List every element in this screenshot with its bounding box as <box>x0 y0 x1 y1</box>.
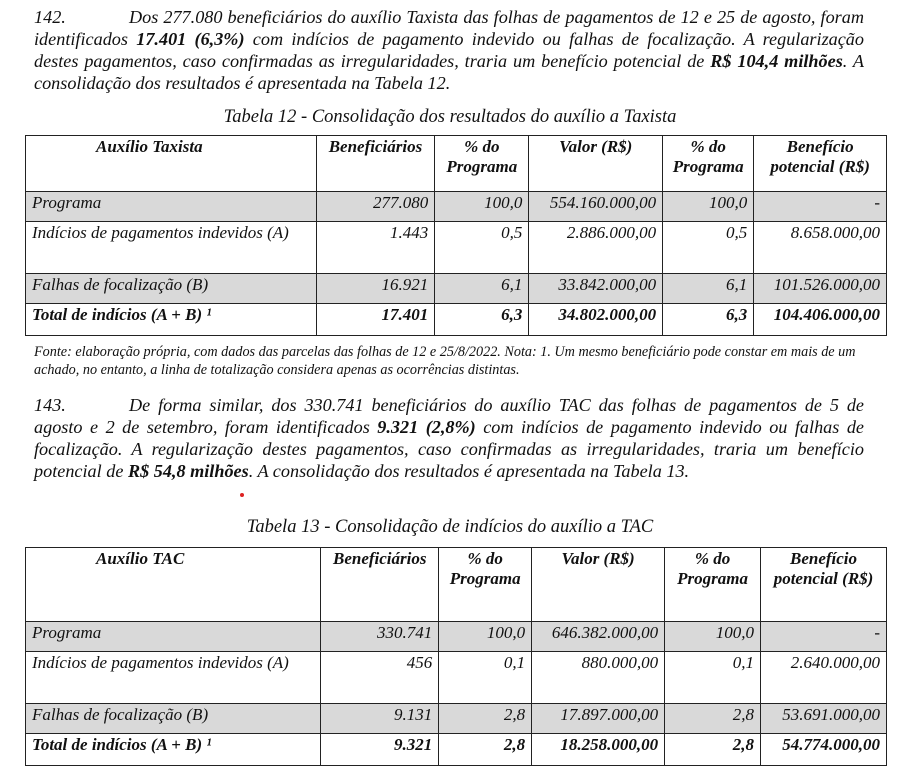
cell-valor: 554.160.000,00 <box>529 192 663 222</box>
cell-valor: 33.842.000,00 <box>529 274 663 304</box>
cell-percent: 100,0 <box>439 622 532 652</box>
row-label: Total de indícios (A + B) ¹ <box>26 734 321 766</box>
cell-percent: 100,0 <box>435 192 529 222</box>
table-13-caption: Tabela 13 - Consolidação de indícios do auxílio a TAC <box>246 517 654 537</box>
cell-beneficiarios: 9.321 <box>321 734 439 766</box>
column-header: % do Programa <box>435 136 529 192</box>
table-12-caption: Tabela 12 - Consolidação dos resultados do auxílio a Taxista <box>223 107 677 127</box>
row-label: Programa <box>26 192 317 222</box>
cell-beneficiarios: 1.443 <box>316 222 435 274</box>
row-label: Indícios de pagamentos indevidos (A) <box>26 652 321 704</box>
column-header: Valor (R$) <box>529 136 663 192</box>
paragraph-text: com indícios de pagamento indevido ou falhas de focalização. A regularização destes pagamentos, caso confirmadas as irregularidades, traria um benefício potencial de <box>34 29 864 71</box>
cell-beneficiarios: 17.401 <box>316 304 435 336</box>
column-header: Benefício potencial (R$) <box>761 548 887 622</box>
highlight-count: 9.321 (2,8%) <box>377 417 476 437</box>
paragraph-number: 142. <box>34 7 66 27</box>
cell-beneficio: 8.658.000,00 <box>754 222 887 274</box>
table-row <box>26 704 887 734</box>
table-row <box>26 222 887 274</box>
cell-percent: 100,0 <box>665 622 761 652</box>
paragraph-text: Dos 277.080 beneficiários do auxílio Taxista das folhas de pagamentos de 12 e 25 de agosto, foram identificados <box>34 7 864 49</box>
row-label: Programa <box>26 622 321 652</box>
paragraph-text: . A consolidação dos resultados é apresentada na Tabela 13. <box>248 461 690 481</box>
highlight-value: R$ 54,8 milhões <box>127 461 249 481</box>
paragraph-text: com indícios de pagamento indevido ou falhas de focalização. A regularização destes pagamentos, caso confirmadas as irregularidades, traria um benefício potencial de <box>34 417 865 481</box>
cell-beneficiarios: 277.080 <box>316 192 435 222</box>
highlight-count: 17.401 (6,3%) <box>136 29 245 49</box>
column-header: % do Programa <box>439 548 532 622</box>
row-label: Total de indícios (A + B) ¹ <box>26 304 317 336</box>
table-12-footnote: Fonte: elaboração própria, com dados das parcelas das folhas de 12 e 25/8/2022. Nota: 1. Um mesmo beneficiário pode constar em mais de um achado, no entanto, a linha de totalização considera apenas as ocorrências distintas. <box>34 344 856 378</box>
highlight-value: R$ 104,4 milhões <box>710 51 843 71</box>
table-row <box>26 192 887 222</box>
row-label: Indícios de pagamentos indevidos (A) <box>26 222 317 274</box>
paragraph-142 <box>34 6 864 94</box>
table-12 <box>25 135 887 336</box>
table-total-row <box>26 304 887 336</box>
column-header: Benefício potencial (R$) <box>754 136 887 192</box>
cell-percent: 0,5 <box>663 222 754 274</box>
red-mark-dot <box>240 493 244 497</box>
table-row <box>26 622 887 652</box>
cell-beneficiarios: 456 <box>321 652 439 704</box>
cell-percent: 2,8 <box>665 734 761 766</box>
cell-valor: 17.897.000,00 <box>532 704 665 734</box>
table-row <box>26 652 887 704</box>
table-header-row <box>26 548 887 622</box>
row-label: Falhas de focalização (B) <box>26 704 321 734</box>
column-header: Beneficiários <box>321 548 439 622</box>
cell-beneficio: - <box>754 192 887 222</box>
cell-percent: 0,1 <box>665 652 761 704</box>
table-13 <box>25 547 887 766</box>
cell-percent: 2,8 <box>439 704 532 734</box>
cell-beneficio: 104.406.000,00 <box>754 304 887 336</box>
column-header: Auxílio TAC <box>26 548 321 622</box>
cell-beneficio: - <box>761 622 887 652</box>
table-header-row <box>26 136 887 192</box>
cell-beneficiarios: 330.741 <box>321 622 439 652</box>
cell-beneficiarios: 9.131 <box>321 704 439 734</box>
cell-valor: 646.382.000,00 <box>532 622 665 652</box>
cell-valor: 18.258.000,00 <box>532 734 665 766</box>
paragraph-text: . A consolidação dos resultados é apresentada na Tabela 12. <box>34 51 865 93</box>
cell-valor: 34.802.000,00 <box>529 304 663 336</box>
column-header: % do Programa <box>663 136 754 192</box>
cell-valor: 880.000,00 <box>532 652 665 704</box>
cell-beneficiarios: 16.921 <box>316 274 435 304</box>
paragraph-143 <box>34 394 864 482</box>
cell-percent: 2,8 <box>665 704 761 734</box>
cell-valor: 2.886.000,00 <box>529 222 663 274</box>
column-header: Valor (R$) <box>532 548 665 622</box>
cell-percent: 0,1 <box>439 652 532 704</box>
cell-percent: 6,1 <box>663 274 754 304</box>
cell-percent: 6,3 <box>435 304 529 336</box>
column-header: % do Programa <box>665 548 761 622</box>
table-row <box>26 274 887 304</box>
row-label: Falhas de focalização (B) <box>26 274 317 304</box>
cell-beneficio: 2.640.000,00 <box>761 652 887 704</box>
cell-beneficio: 54.774.000,00 <box>761 734 887 766</box>
cell-percent: 2,8 <box>439 734 532 766</box>
table-total-row <box>26 734 887 766</box>
paragraph-number: 143. <box>34 395 66 415</box>
column-header: Beneficiários <box>316 136 435 192</box>
column-header: Auxílio Taxista <box>26 136 317 192</box>
cell-beneficio: 101.526.000,00 <box>754 274 887 304</box>
cell-beneficio: 53.691.000,00 <box>761 704 887 734</box>
cell-percent: 100,0 <box>663 192 754 222</box>
cell-percent: 6,1 <box>435 274 529 304</box>
cell-percent: 6,3 <box>663 304 754 336</box>
paragraph-text: De forma similar, dos 330.741 beneficiários do auxílio TAC das folhas de pagamentos de 5 de agosto e 2 de setembro, foram identificados <box>34 395 864 437</box>
cell-percent: 0,5 <box>435 222 529 274</box>
